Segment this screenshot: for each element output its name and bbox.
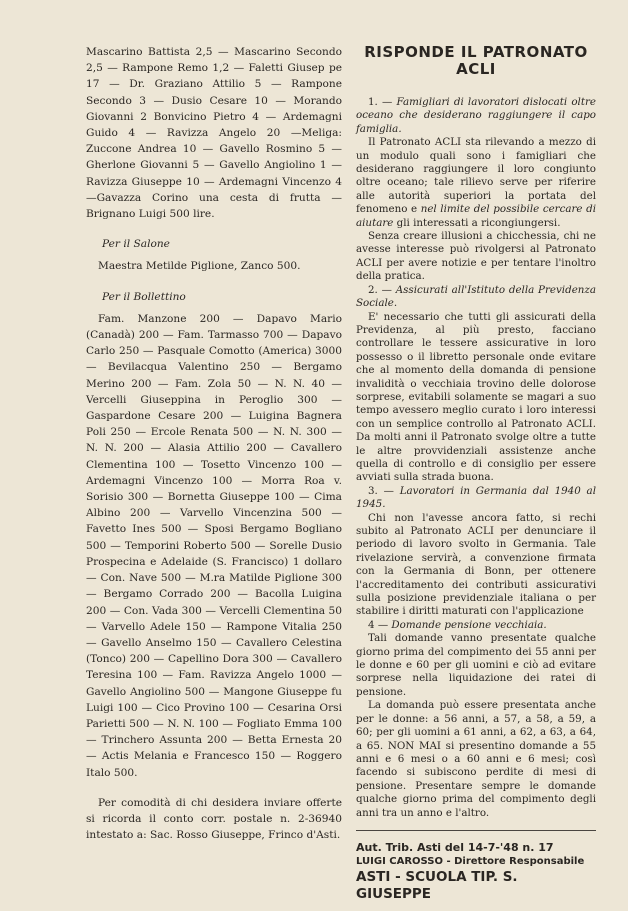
- donors-list-intro: Mascarino Battista 2,5 — Mascarino Secondo 2,5 — Rampone Remo 1,2 — Faletti Giusep pe 17 — Dr. Graziano Attilio 5 — Rampone Secondo 3 — Dusio Cesare 10 — Morando Giovanni 2 Bonvicino Pietro 4 — Ardemagni Guido 4 — Ravizza Angelo 20 —Meliga: Zuccone Andrea 10 — Gavello Rosmino 5 — Gherlone Giovanni 5 — Gavello Angiolino 1 — Ravizza Giuseppe 10 — Ardemagni Vincenzo 4 —Gavazza Corino una cesta di frutta — Brignano Luigi 500 lire.: [86, 46, 342, 221]
- section-1-text-a: Il Patronato ACLI sta rilevando a mezzo di un modulo quali sono i famigliari che desiderano raggiungere il loro congiunto oltre oceano; tale rilievo serve per riferire alle autorità superiori la portata del fenomeno e: [356, 136, 596, 216]
- section-3-paragraph: Chi non l'avesse ancora fatto, si rechi subito al Patronato ACLI per denunciare il periodo di lavoro svolto in Germania. Tale rivelazione servirà, a convenzione firmata con la Germania di Bonn, per ottenere l'accreditamento dei contributi assicurativi sulla posizione previdenziale italiana o per stabilire i diritti maturati con l'applicazione: [356, 511, 596, 618]
- acli-title-line1: RISPONDE IL PATRONATO: [364, 43, 588, 61]
- section-1-text-b: gli interessati a ricongiungersi.: [393, 216, 561, 229]
- donations-column: [86, 44, 342, 843]
- section-1-text-italic: nel limite del possibile cercare di aiutare: [356, 203, 596, 229]
- acli-column: [356, 44, 596, 903]
- section-3-number: 3. —: [368, 484, 394, 497]
- imprint-divider: [356, 830, 596, 831]
- section-1-paragraph-2: Senza creare illusioni a chicchessia, chi ne avesse interesse può rivolgersi al Patronato ACLI per avere notizie e per tentare l'inoltro della pratica.: [356, 230, 596, 283]
- section-2-number: 2. —: [368, 283, 392, 296]
- section-1-title: Famigliari di lavoratori dislocati oltre oceano che desiderano raggiungere il capo famiglia.: [356, 96, 596, 135]
- section-3-title: Lavoratori in Germania dal 1940 al 1945.: [356, 484, 596, 511]
- acli-title-line2: ACLI: [456, 60, 496, 78]
- section-1-paragraph-1: [356, 136, 596, 230]
- section-2-paragraph: E' necessario che tutti gli assicurati della Previdenza, al più presto, facciano controllare le tessere assicurative in loro possesso o il libretto personale onde evitare che al momento della domanda di pensione invalidità o vecchiaia trovino delle dolorose sorprese, evitabili solamente se magari a suo tempo avessero meglio curato i loro interessi con un semplice controllo al Patronato ACLI. Da molti anni il Patronato svolge oltre a tutte le altre provvidenziali assistenze anche quella di controllo e di consiglio per essere avviati sulla strada buona.: [356, 310, 596, 484]
- imprint-block: [356, 841, 596, 903]
- salone-heading: Per il Salone: [102, 238, 170, 251]
- salone-donors: Maestra Metilde Piglione, Zanco 500.: [98, 260, 301, 273]
- section-1-number: 1. —: [368, 96, 393, 108]
- section-4-paragraph-1: Tali domande vanno presentate qualche giorno prima del compimento dei 55 anni per le donne e 60 per gli uomini e ciò ad evitare sorprese nella liquidazione dei ratei di pensione.: [356, 632, 596, 698]
- section-3-heading: [356, 485, 596, 512]
- section-1-heading: [356, 96, 596, 136]
- imprint-director: LUIGI CAROSSO - Direttore Responsabile: [356, 855, 585, 867]
- section-2-heading: [356, 284, 596, 311]
- section-2-title: Assicurati all'Istituto della Previdenza Sociale.: [356, 283, 596, 310]
- section-4-heading: [356, 619, 596, 632]
- section-4-paragraph-2: La domanda può essere presentata anche per le donne: a 56 anni, a 57, a 58, a 59, a 60; per gli uomini a 61 anni, a 62, a 63, a 64, a 65. NON MAI si presentino domande a 55 anni e 6 mesi o a 60 anni e 6 mesi; così facendo si subiscono perdite di mesi di pensione. Presentare sempre le domande qualche giorno prima del compimento degli anni tra un anno e l'altro.: [356, 699, 596, 819]
- bollettino-heading: Per il Bollettino: [102, 290, 186, 303]
- section-4-title: Domande pensione vecchiaia.: [391, 618, 547, 631]
- imprint-printer: ASTI - SCUOLA TIP. S. GIUSEPPE: [356, 868, 518, 902]
- acli-title: [356, 44, 596, 78]
- bollettino-donors: Fam. Manzone 200 — Dapavo Mario (Canadà) 200 — Fam. Tarmasso 700 — Dapavo Carlo 250 — Pasquale Comotto (America) 3000 — Bevilacqua Valentino 250 — Bergamo Merino 200 — Fam. Zola 50 — N. N. 40 — Vercelli Giuseppina in Peroglio 300 — Gaspardone Cesare 200 — Luigina Bagnera Poli 250 — Ercole Renata 500 — N. N. 300 — N. N. 200 — Alasia Attilio 200 — Cavallero Clementina 100 — Tosetto Vincenzo 100 — Ardemagni Vincenzo 100 — Morra Roa v. Sorisio 300 — Bornetta Giuseppe 100 — Cima Albino 200 — Varvello Vincenzina 500 — Favetto Ines 500 — Sposi Bergamo Bogliano 500 — Temporini Roberto 500 — Sorelle Dusio Prospecina e Adelaide (S. Francisco) 1 dollaro — Con. Nave 500 — M.ra Matilde Piglione 300 — Bergamo Corrado 200 — Bacolla Luigina 200 — Con. Vada 300 — Vercelli Clementina 50 — Varvello Adele 150 — Rampone Vitalia 250 — Gavello Anselmo 150 — Cavallero Celestina (Tonco) 200 — Capellino Dora 300 — Cavallero Teresina 100 — Fam. Ravizza Angelo 1000 — Gavello Angiolino 500 — Mangone Giuseppe fu Luigi 100 — Cico Provino 100 — Cesarina Orsi Parietti 500 — N. N. 100 — Fogliato Emma 100 — Trinchero Assunta 200 — Betta Ernesta 20 — Actis Melania e Francesco 150 — Roggero Italo 500.: [86, 312, 342, 779]
- section-4-number: 4 —: [368, 618, 389, 631]
- postal-account-note: Per comodità di chi desidera inviare offerte si ricorda il conto corr. postale n. 2-36940 intestato a: Sac. Rosso Giuseppe, Frinco d'Asti.: [86, 796, 342, 842]
- imprint-authorization: Aut. Trib. Asti del 14-7-'48 n. 17: [356, 840, 554, 854]
